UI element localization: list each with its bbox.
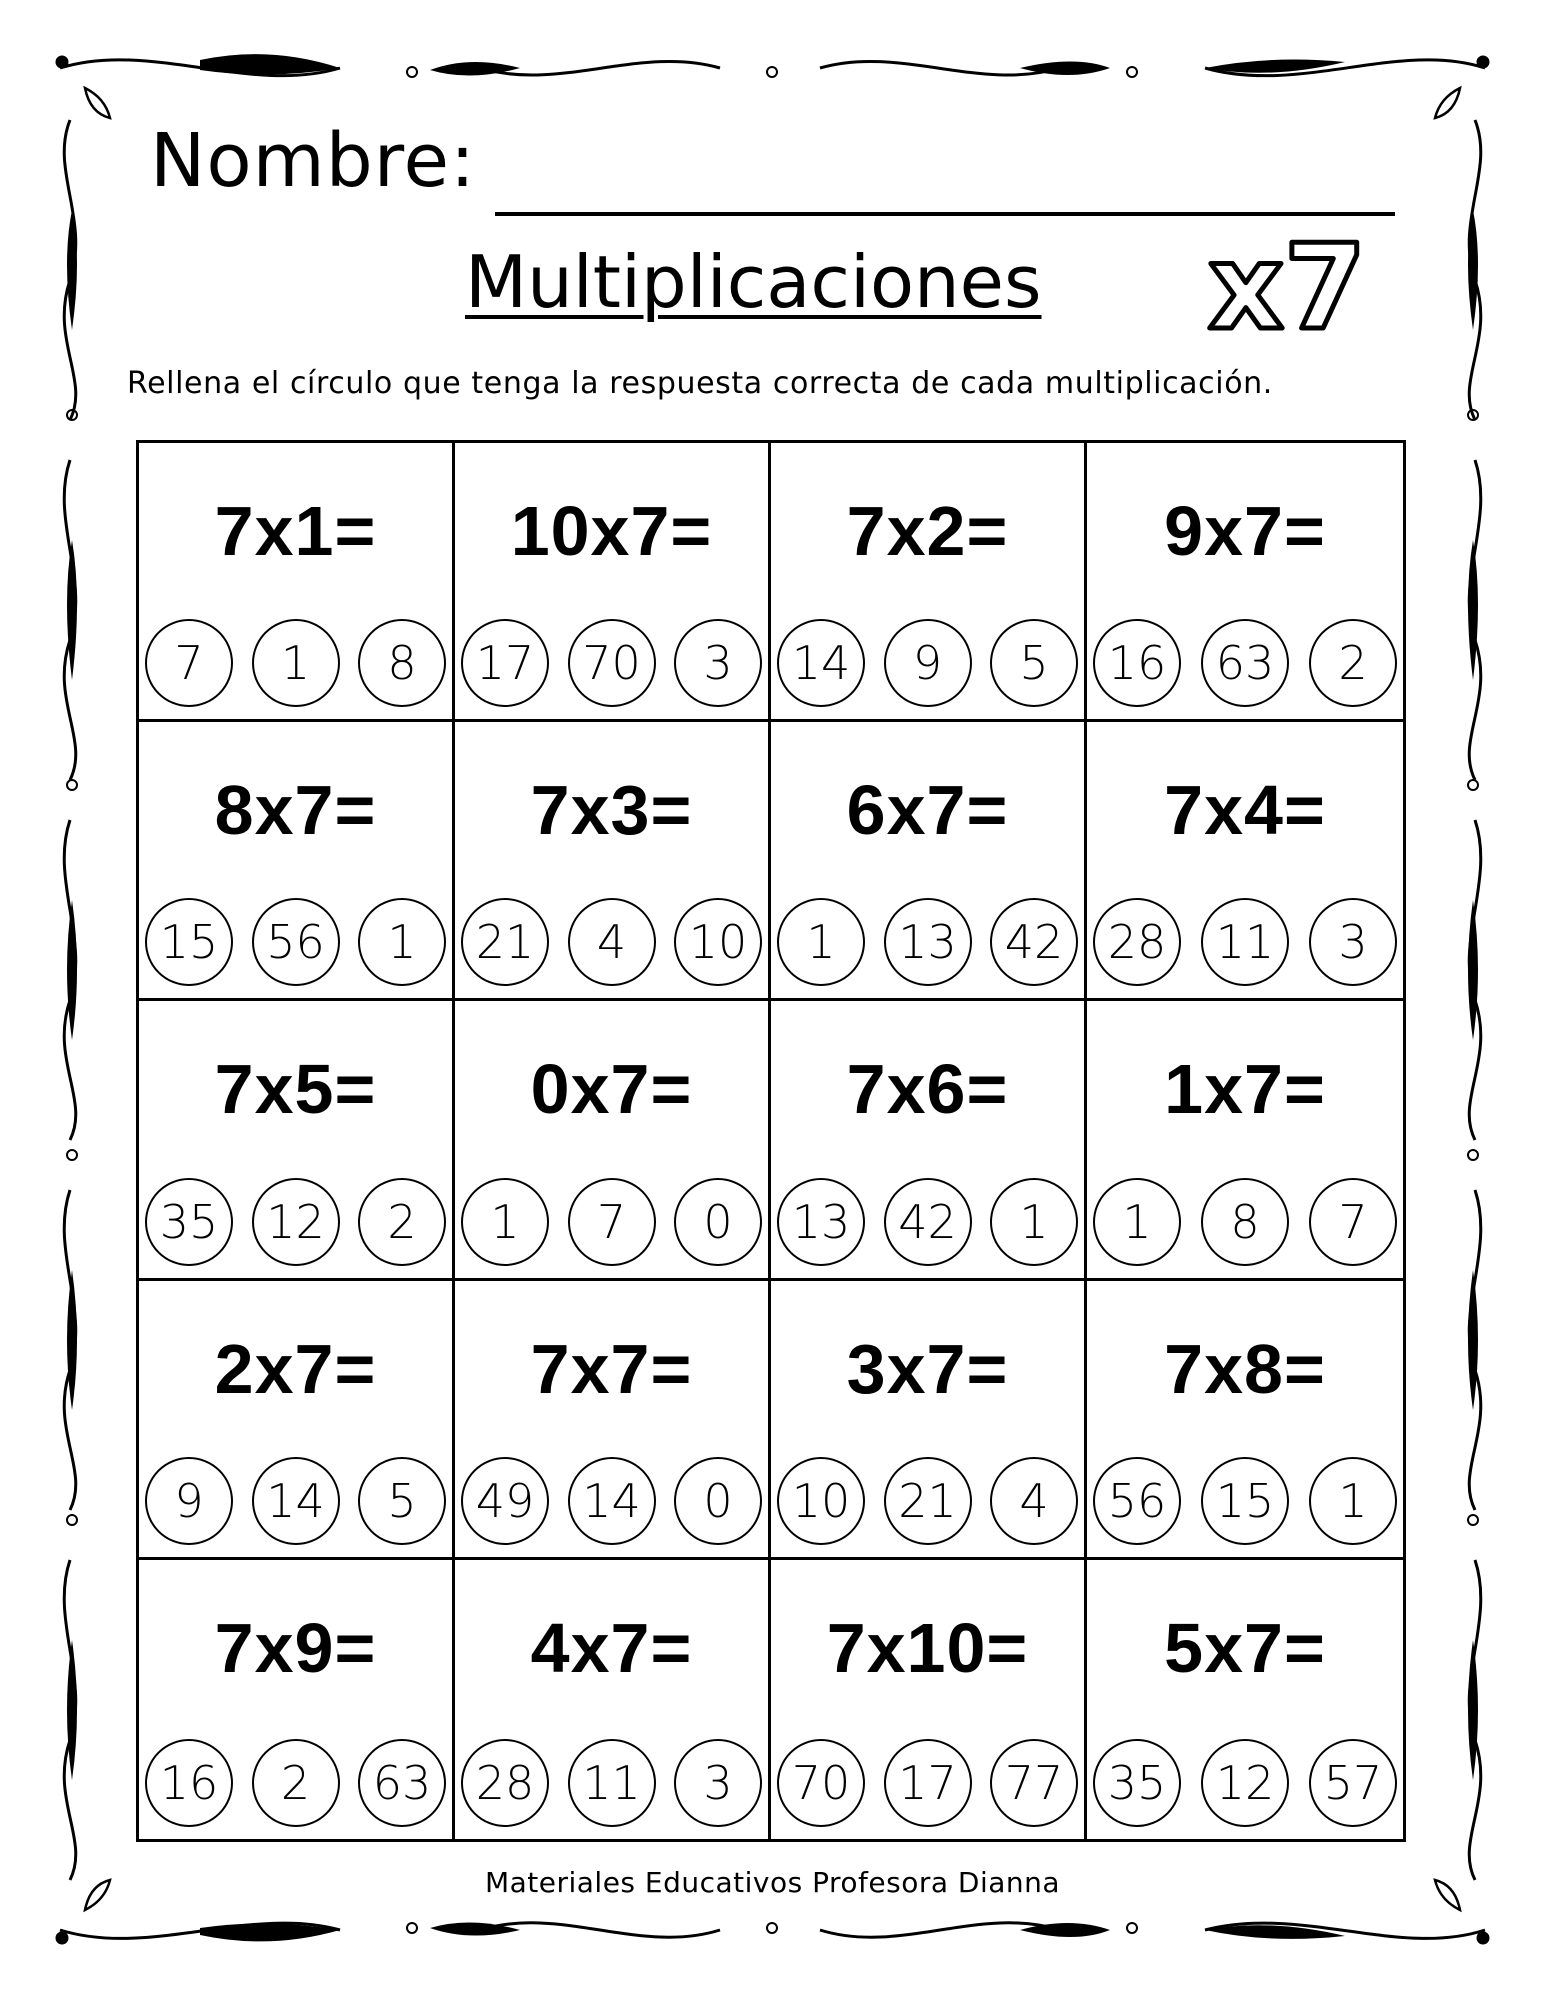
- problem-question: 9x7=: [1164, 492, 1326, 570]
- answer-circle[interactable]: 14: [777, 619, 865, 707]
- answer-circle[interactable]: 7: [145, 619, 233, 707]
- problem-cell: [1087, 443, 1403, 722]
- answer-circle[interactable]: 1: [358, 898, 446, 986]
- answer-options: [777, 1178, 1078, 1266]
- answer-circle[interactable]: 12: [252, 1178, 340, 1266]
- answer-circle[interactable]: 63: [358, 1739, 446, 1827]
- answer-circle[interactable]: 4: [990, 1457, 1078, 1545]
- name-input-line[interactable]: [495, 212, 1395, 216]
- answer-options: [461, 1457, 762, 1545]
- answer-circle[interactable]: 21: [884, 1457, 972, 1545]
- problem-question: 7x8=: [1164, 1329, 1326, 1408]
- answer-circle[interactable]: 0: [674, 1457, 762, 1545]
- answer-options: [1093, 1457, 1397, 1545]
- problem-question: 7x2=: [846, 492, 1009, 570]
- answer-circle[interactable]: 49: [461, 1457, 549, 1545]
- worksheet-title: Multiplicaciones: [465, 240, 1042, 324]
- answer-circle[interactable]: 1: [461, 1178, 549, 1266]
- answer-circle[interactable]: 12: [1201, 1739, 1289, 1827]
- answer-options: [461, 619, 762, 707]
- answer-options: [145, 1178, 446, 1266]
- problem-cell: [771, 1001, 1087, 1280]
- problem-cell: [771, 1281, 1087, 1560]
- answer-options: [461, 1178, 762, 1266]
- answer-circle[interactable]: 35: [145, 1178, 233, 1266]
- answer-circle[interactable]: 77: [990, 1739, 1078, 1827]
- problem-cell: [455, 722, 771, 1001]
- answer-circle[interactable]: 15: [1201, 1457, 1289, 1545]
- answer-circle[interactable]: 56: [252, 898, 340, 986]
- problem-question: 7x6=: [846, 1050, 1009, 1129]
- problem-question: 10x7=: [510, 492, 713, 570]
- problem-cell: [455, 443, 771, 722]
- problem-cell: [1087, 1560, 1403, 1839]
- problem-cell: [139, 1001, 455, 1280]
- answer-circle[interactable]: 11: [568, 1739, 656, 1827]
- answer-circle[interactable]: 5: [358, 1457, 446, 1545]
- answer-circle[interactable]: 13: [777, 1178, 865, 1266]
- answer-circle[interactable]: 0: [674, 1178, 762, 1266]
- answer-circle[interactable]: 1: [1093, 1178, 1181, 1266]
- answer-circle[interactable]: 10: [674, 898, 762, 986]
- problem-question: 0x7=: [530, 1050, 693, 1129]
- answer-circle[interactable]: 28: [461, 1739, 549, 1827]
- answer-circle[interactable]: 1: [990, 1178, 1078, 1266]
- answer-circle[interactable]: 57: [1309, 1739, 1397, 1827]
- answer-circle[interactable]: 8: [358, 619, 446, 707]
- answer-circle[interactable]: 28: [1093, 898, 1181, 986]
- times-seven-badge-text: x7: [1207, 232, 1367, 344]
- answer-circle[interactable]: 42: [884, 1178, 972, 1266]
- problem-question: 7x5=: [214, 1050, 377, 1129]
- answer-circle[interactable]: 15: [145, 898, 233, 986]
- problem-question: 7x7=: [530, 1329, 693, 1408]
- answer-circle[interactable]: 3: [1309, 898, 1397, 986]
- answer-circle[interactable]: 35: [1093, 1739, 1181, 1827]
- problem-question: 7x3=: [530, 771, 693, 850]
- problem-cell: [139, 1281, 455, 1560]
- answer-circle[interactable]: 9: [145, 1457, 233, 1545]
- problem-cell: [455, 1001, 771, 1280]
- answer-options: [461, 1739, 762, 1827]
- answer-circle[interactable]: 5: [990, 619, 1078, 707]
- answer-circle[interactable]: 3: [674, 619, 762, 707]
- answer-options: [1093, 619, 1397, 707]
- problem-question: 8x7=: [214, 771, 377, 850]
- answer-options: [1093, 1739, 1397, 1827]
- answer-circle[interactable]: 9: [884, 619, 972, 707]
- answer-options: [777, 1457, 1078, 1545]
- answer-options: [145, 1457, 446, 1545]
- answer-circle[interactable]: 16: [145, 1739, 233, 1827]
- answer-circle[interactable]: 11: [1201, 898, 1289, 986]
- answer-circle[interactable]: 17: [884, 1739, 972, 1827]
- problem-question: 7x4=: [1164, 771, 1326, 850]
- footer-credit: Materiales Educativos Profesora Dianna: [484, 1866, 1061, 1899]
- answer-circle[interactable]: 16: [1093, 619, 1181, 707]
- name-label: Nombre:: [150, 118, 476, 204]
- times-seven-badge: [1195, 232, 1380, 344]
- instructions: Rellena el círculo que tenga la respuesta correcta de cada multiplicación.: [127, 366, 1273, 401]
- problem-cell: [139, 443, 455, 722]
- answer-options: [1093, 1178, 1397, 1266]
- answer-circle[interactable]: 42: [990, 898, 1078, 986]
- problem-cell: [1087, 722, 1403, 1001]
- problem-question: 1x7=: [1164, 1050, 1326, 1129]
- answer-options: [777, 1739, 1078, 1827]
- answer-options: [1093, 898, 1397, 986]
- problem-grid: [136, 440, 1406, 1842]
- answer-options: [145, 1739, 446, 1827]
- problem-cell: [139, 722, 455, 1001]
- answer-circle[interactable]: 14: [568, 1457, 656, 1545]
- answer-options: [777, 898, 1078, 986]
- answer-options: [145, 898, 446, 986]
- problem-question: 5x7=: [1164, 1608, 1326, 1687]
- problem-cell: [771, 1560, 1087, 1839]
- answer-circle[interactable]: 7: [568, 1178, 656, 1266]
- problem-question: 7x9=: [214, 1608, 377, 1687]
- problem-question: 4x7=: [530, 1608, 693, 1687]
- answer-circle[interactable]: 70: [568, 619, 656, 707]
- answer-circle[interactable]: 2: [358, 1178, 446, 1266]
- problem-cell: [771, 722, 1087, 1001]
- answer-circle[interactable]: 21: [461, 898, 549, 986]
- answer-options: [777, 619, 1078, 707]
- problem-cell: [139, 1560, 455, 1839]
- answer-options: [145, 619, 446, 707]
- answer-circle[interactable]: 13: [884, 898, 972, 986]
- problem-cell: [1087, 1281, 1403, 1560]
- answer-circle[interactable]: 4: [568, 898, 656, 986]
- problem-cell: [1087, 1001, 1403, 1280]
- answer-circle[interactable]: 2: [1309, 619, 1397, 707]
- problem-question: 7x10=: [826, 1608, 1029, 1687]
- answer-circle[interactable]: 1: [777, 898, 865, 986]
- problem-question: 2x7=: [214, 1329, 377, 1408]
- answer-circle[interactable]: 17: [461, 619, 549, 707]
- answer-options: [461, 898, 762, 986]
- answer-circle[interactable]: 1: [1309, 1457, 1397, 1545]
- answer-circle[interactable]: 56: [1093, 1457, 1181, 1545]
- answer-circle[interactable]: 70: [777, 1739, 865, 1827]
- answer-circle[interactable]: 7: [1309, 1178, 1397, 1266]
- problem-question: 7x1=: [214, 492, 377, 570]
- answer-circle[interactable]: 3: [674, 1739, 762, 1827]
- answer-circle[interactable]: 2: [252, 1739, 340, 1827]
- problem-question: 3x7=: [846, 1329, 1009, 1408]
- answer-circle[interactable]: 10: [777, 1457, 865, 1545]
- problem-cell: [455, 1560, 771, 1839]
- problem-question: 6x7=: [846, 771, 1009, 850]
- answer-circle[interactable]: 14: [252, 1457, 340, 1545]
- answer-circle[interactable]: 8: [1201, 1178, 1289, 1266]
- problem-cell: [771, 443, 1087, 722]
- answer-circle[interactable]: 1: [252, 619, 340, 707]
- problem-cell: [455, 1281, 771, 1560]
- answer-circle[interactable]: 63: [1201, 619, 1289, 707]
